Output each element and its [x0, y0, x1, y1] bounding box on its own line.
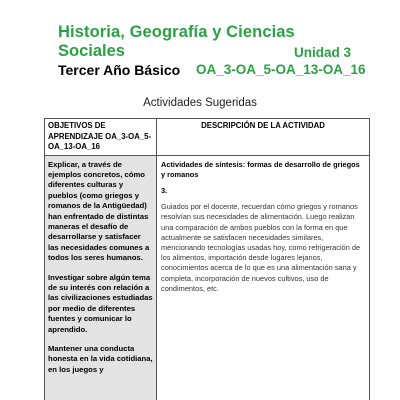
description-cell [157, 155, 370, 400]
section-title: Actividades Sugeridas [143, 97, 257, 109]
objective-item: Mantener una conducta honesta en la vida cotidiana, en los juegos y [48, 344, 153, 374]
activity-description: Guiados por el docente, recuerdan cómo griegos y romanos resolvían sus necesidades de alimentación. Luego realizan una comparación de ambos pueblos con la forma en que actualmente se satisfacen necesidades similares, mencionando tecnologías usadas hoy, como refrigeración de los alimentos, importación desde lugares lejanos, conocimientos acerca de lo que es una alimentación sana y completa, incorporación de nuevos cultivos, uso de condimentos, etc. [161, 202, 361, 293]
subject-title-line-2: Sociales [58, 42, 125, 60]
oa-codes: OA_3-OA_5-OA_13-OA_16 [196, 62, 366, 77]
activity-number: 3. [161, 185, 168, 195]
description-header: DESCRIPCIÓN DE LA ACTIVIDAD [157, 119, 370, 156]
activity-title: Actividades de síntesis: formas de desarrollo de griegos y romanos [161, 159, 360, 179]
table-row [45, 155, 370, 400]
unit-label: Unidad 3 [294, 45, 352, 60]
subject-title-line-1: Historia, Geografía y Ciencias [58, 23, 295, 41]
objective-item: Explicar, a través de ejemplos concretos, cómo diferentes culturas y pueblos (como griegos y romanos de la Antigüedad) han enfrentado de distintas maneras el desafío de desarrollarse y satisfacer las necesidades comunes a todos los seres humanos. [48, 159, 150, 263]
objective-item: Investigar sobre algún tema de su interés con relación a las civilizaciones estudiadas por medio de diferentes fuentes y comunicar lo aprendido. [48, 272, 153, 334]
objectives-header: OBJETIVOS DE APRENDIZAJE OA_3-OA_5-OA_13-OA_16 [45, 119, 157, 156]
grade-label: Tercer Año Básico [58, 62, 181, 78]
activities-table [44, 118, 370, 400]
objectives-cell [45, 155, 157, 400]
table-header-row [45, 119, 370, 156]
